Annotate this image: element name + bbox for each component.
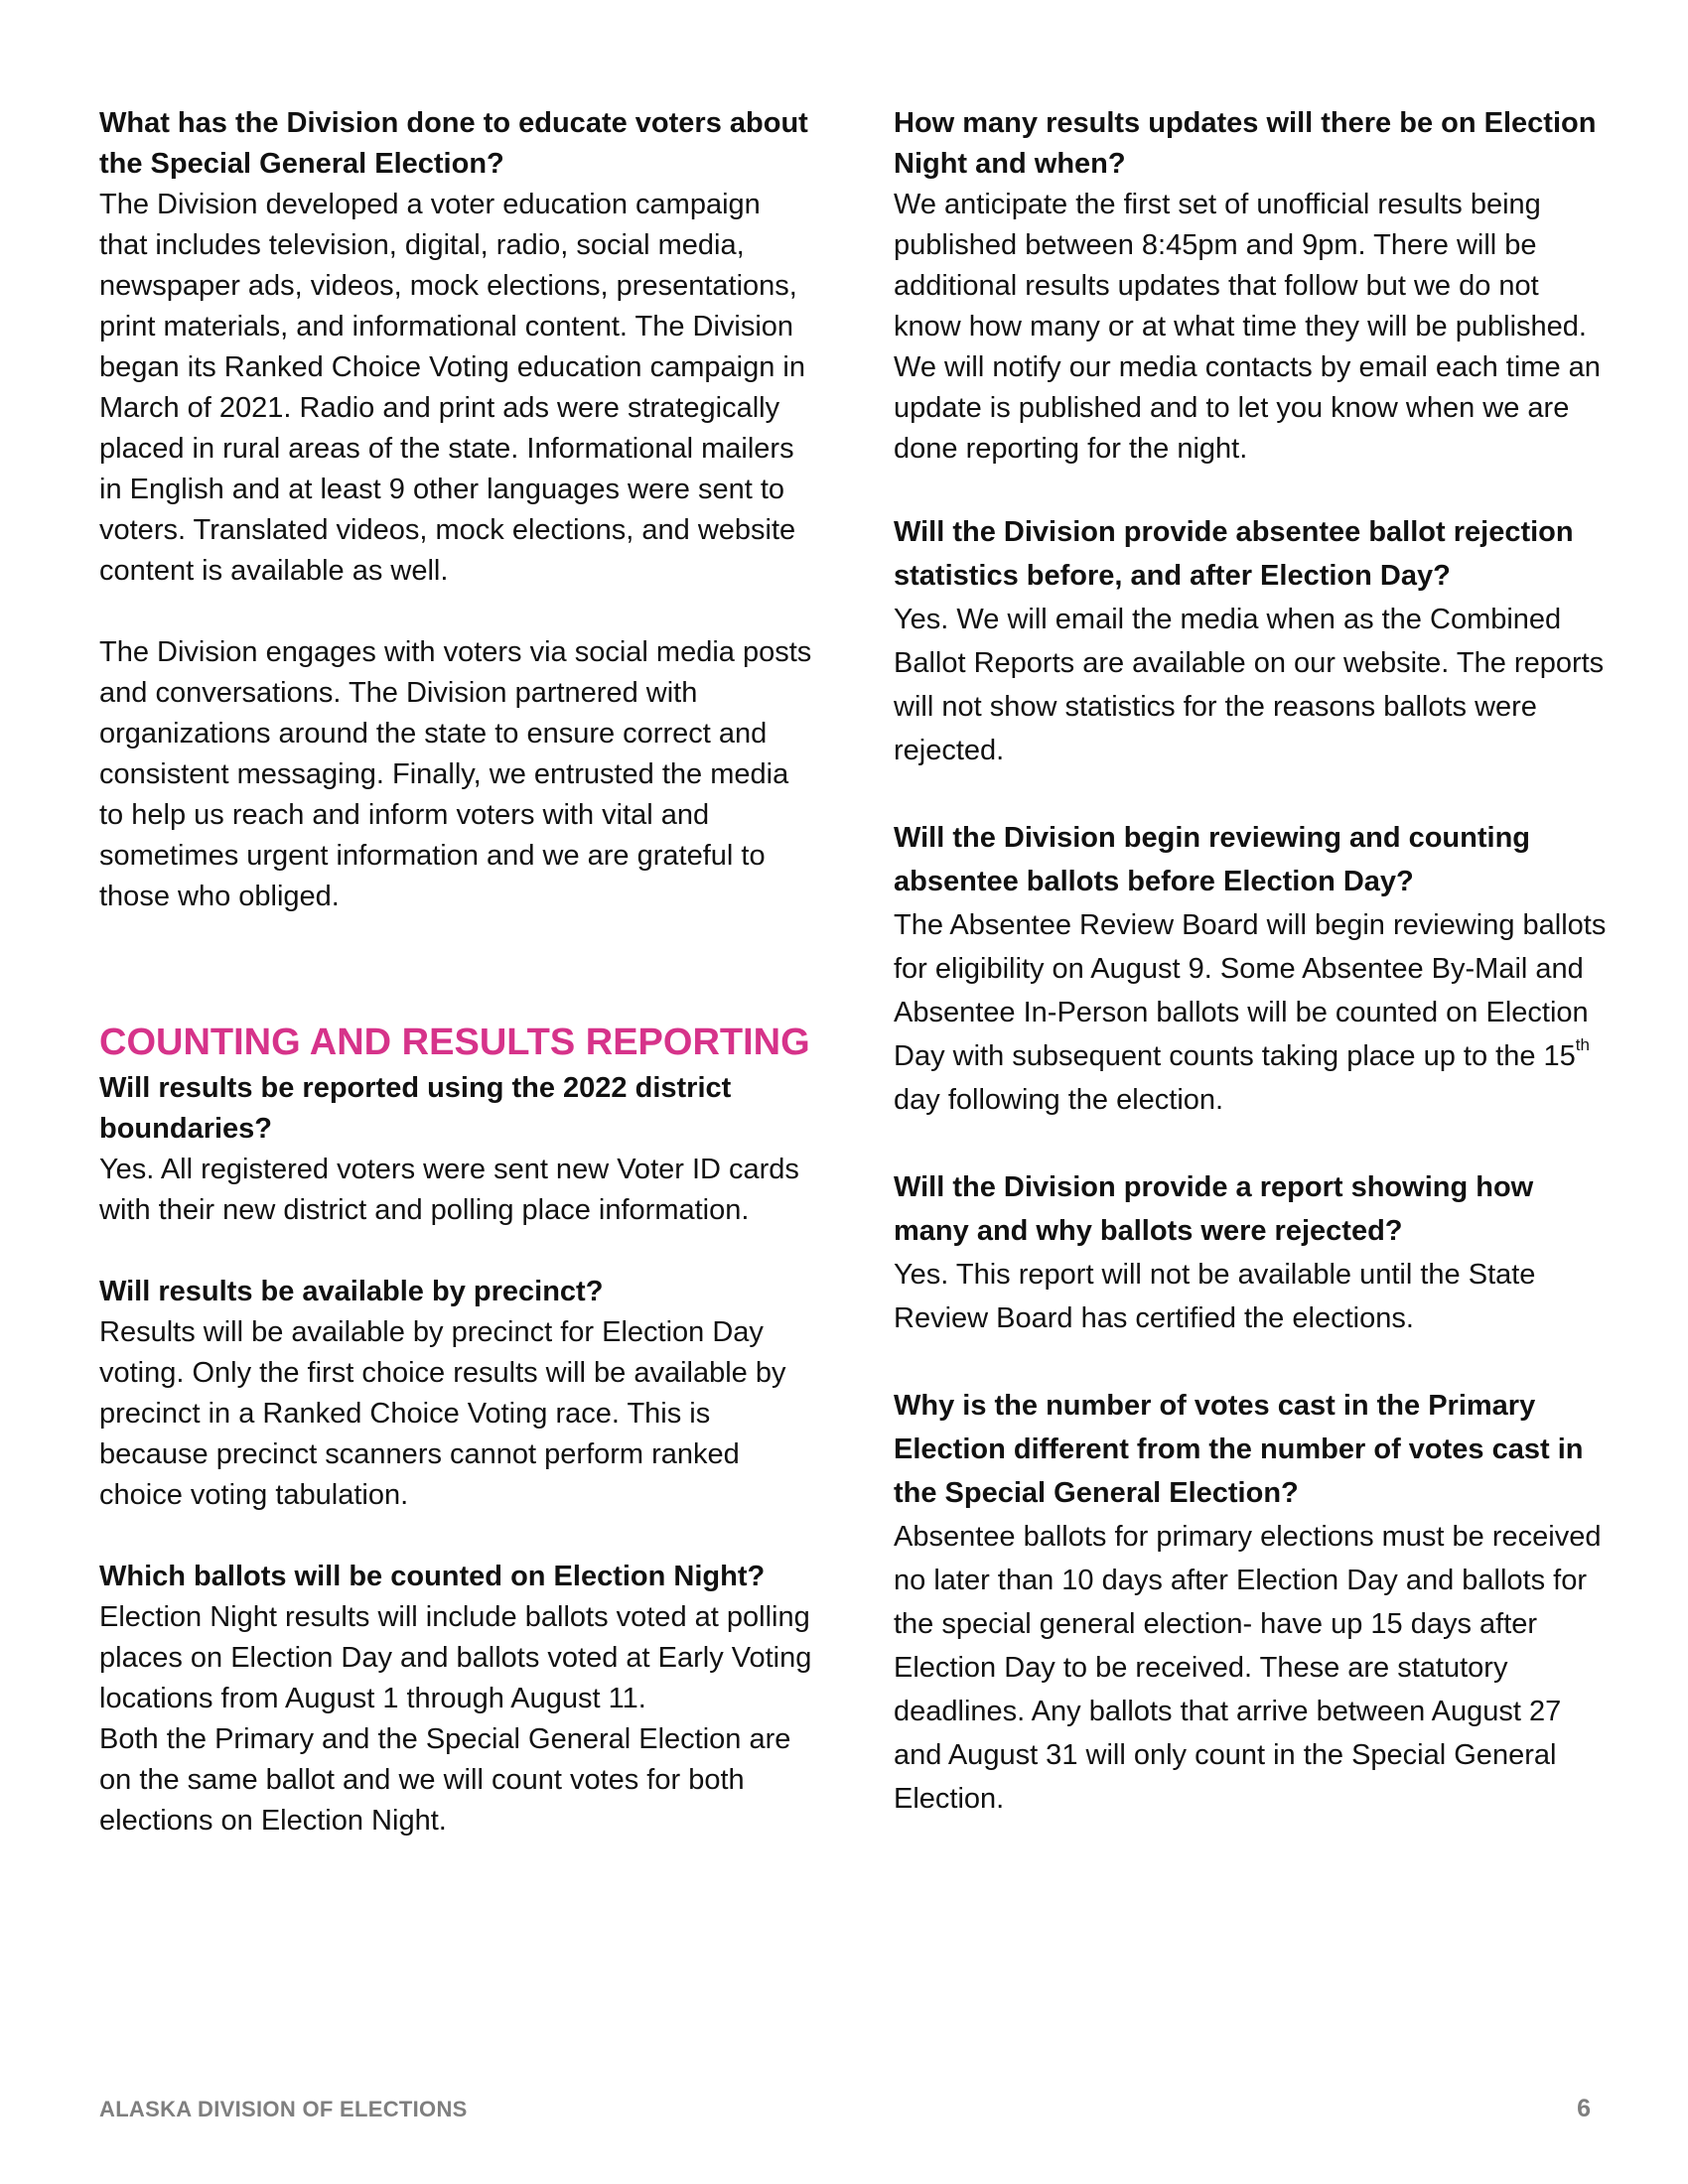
page-number: 6 [1577,2095,1591,2122]
question-by-precinct: Will results be available by precinct? [99,1276,604,1307]
answer-counting-absentee-text-end: day following the election. [894,1084,1224,1116]
answer-educate-voters-p1: The Division developed a voter education campaign that includes television, digital, radio, social media, newspaper ads, videos, mock elections, presentations, print materials, and informational content. The Division began its Ranked Choice Voting education campaign in March of 2021. Radio and print ads were strategically placed in rural areas of the state. Informational mailers in English and at least 9 other languages were sent to voters. Translated videos, mock elections, and website content is available as well. [99,189,805,587]
question-rejection-report: Will the Division provide a report showing how many and why ballots were rejected? [894,1171,1534,1247]
question-counting-absentee: Will the Division begin reviewing and counting absentee ballots before Election Day? [894,822,1531,897]
answer-results-updates: We anticipate the first set of unofficial results being published between 8:45pm and 9pm. There will be additional results updates that follow but we do not know how many or at what time they will be published. We will notify our media contacts by email each time an update is published and to let you know when we are done reporting for the night. [894,189,1601,465]
answer-educate-voters-p2: The Division engages with voters via social media posts and conversations. The Division partnered with organizations around the state to ensure correct and consistent messaging. Finally, we entrusted the media to help us reach and inform voters with vital and sometimes urgent information and we are grateful to those who obliged. [99,636,812,912]
answer-counting-absentee [894,903,1609,1122]
answer-election-night-ballots-p1: Election Night results will include ballots voted at polling places on Election Day and ballots voted at Early Voting locations from August 1 through August 11. [99,1601,812,1714]
answer-votes-cast-difference: Absentee ballots for primary elections must be received no later than 10 days after Election Day and ballots for the special general election- have up 15 days after Election Day to be received. These are statutory deadlines. Any ballots that arrive between August 27 and August 31 will only count in the Special General Election. [894,1521,1602,1815]
question-results-updates: How many results updates will there be on Election Night and when? [894,107,1597,180]
left-column [99,103,814,1842]
question-district-boundaries: Will results be reported using the 2022 district boundaries? [99,1072,732,1145]
question-rejection-statistics: Will the Division provide absentee ballot rejection statistics before, and after Election Day? [894,516,1574,592]
question-election-night-ballots: Which ballots will be counted on Election Night? [99,1561,766,1592]
footer-organization: ALASKA DIVISION OF ELECTIONS [99,2097,468,2121]
question-educate-voters: What has the Division done to educate voters about the Special General Election? [99,107,808,180]
answer-district-boundaries: Yes. All registered voters were sent new Voter ID cards with their new district and polling place information. [99,1154,799,1226]
answer-rejection-report: Yes. This report will not be available until the State Review Board has certified the elections. [894,1259,1536,1334]
right-column [894,103,1609,1821]
answer-election-night-ballots-p2: Both the Primary and the Special General Election are on the same ballot and we will count votes for both elections on Election Night. [99,1723,791,1837]
question-votes-cast-difference: Why is the number of votes cast in the Primary Election different from the number of votes cast in the Special General Election? [894,1390,1584,1509]
answer-counting-absentee-text: The Absentee Review Board will begin reviewing ballots for eligibility on August 9. Some Absentee By-Mail and Absentee In-Person ballots will be counted on Election Day with subsequent counts taking place up to the 15 [894,909,1607,1072]
answer-rejection-statistics: Yes. We will email the media when as the Combined Ballot Reports are available on our website. The reports will not show statistics for the reasons ballots were rejected. [894,604,1605,766]
answer-by-precinct: Results will be available by precinct for Election Day voting. Only the first choice results will be available by precinct in a Ranked Choice Voting race. This is because precinct scanners cannot perform ranked choice voting tabulation. [99,1316,786,1511]
section-heading: COUNTING AND RESULTS REPORTING [99,1022,810,1063]
ordinal-suffix: th [1575,1035,1590,1055]
